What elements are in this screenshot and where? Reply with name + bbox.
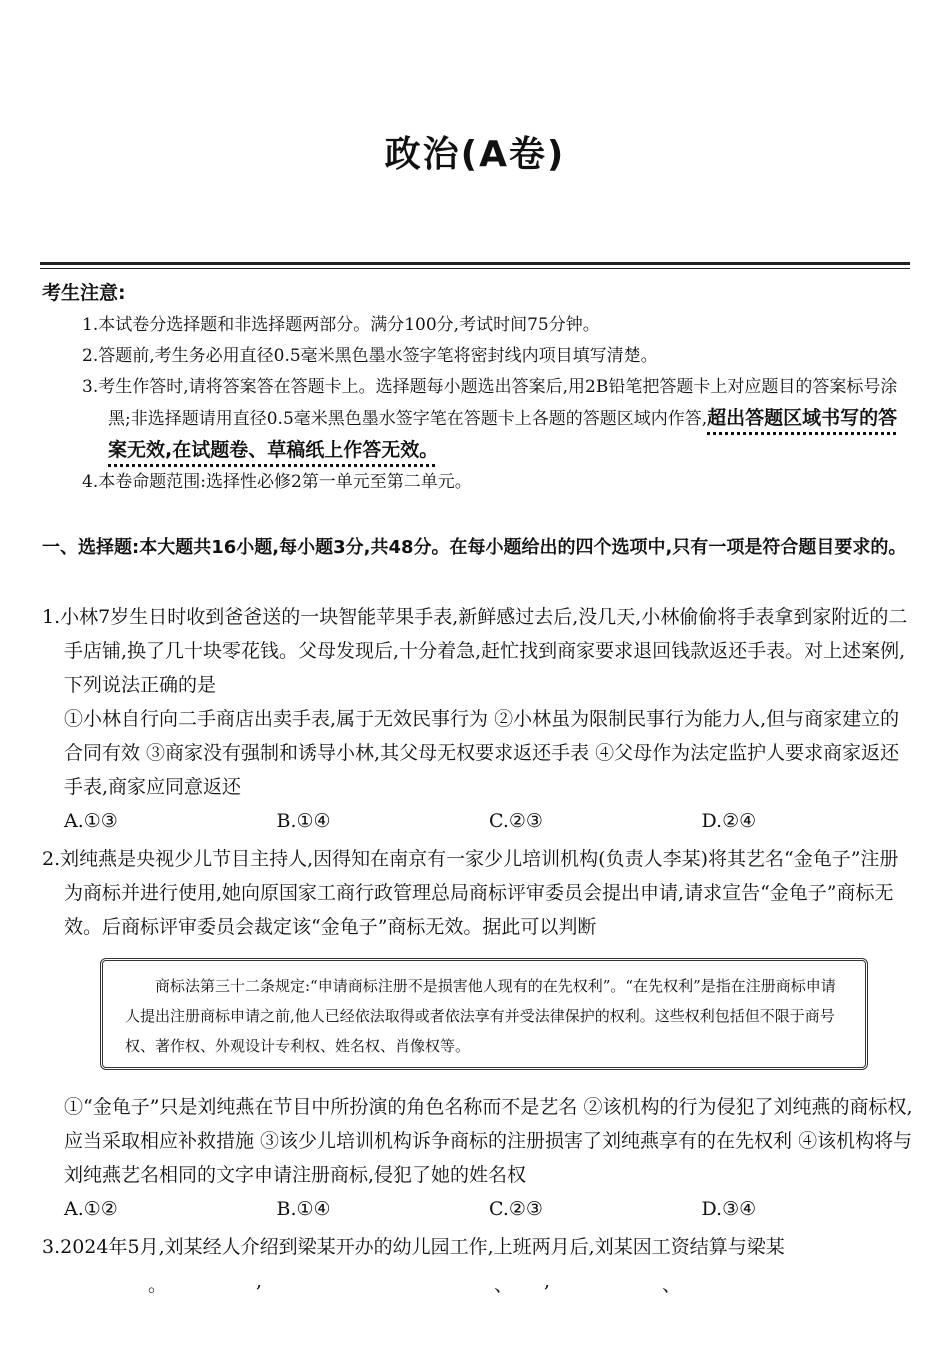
notice-item: 2.答题前,考生务必用直径0.5毫米黑色墨水签字笔将密封线内项目填写清楚。: [82, 346, 658, 366]
option-b[interactable]: B.①④: [276, 1198, 331, 1220]
bottom-fragment: 、: [662, 1274, 682, 1296]
notice-list: [82, 310, 912, 498]
option-c[interactable]: C.②③: [489, 810, 543, 832]
question-3: [42, 1230, 914, 1264]
question-statements: ①“金龟子”只是刘纯燕在节目中所扮演的角色名称而不是艺名 ②该机构的行为侵犯了刘纯燕的商标权,应当采取相应补救措施 ③该少儿培训机构诉争商标的注册损害了刘纯燕享有的在先权利 ④该机构将与刘纯燕艺名相同的文字申请注册商标,侵犯了她的姓名权: [64, 1096, 913, 1186]
option-d[interactable]: D.②④: [701, 810, 757, 832]
option-d[interactable]: D.③④: [701, 1198, 757, 1220]
option-b[interactable]: B.①④: [276, 810, 331, 832]
quote-text: 商标法第三十二条规定:“申请商标注册不是损害他人现有的在先权利”。“在先权利”是指在注册商标申请人提出注册商标申请之前,他人已经依法取得或者依法享有并受法律保护的权利。这些权利包括但不限于商号权、著作权、外观设计专利权、姓名权、肖像权等。: [125, 977, 836, 1055]
question-2: [42, 842, 914, 944]
notice-heading: 考生注意:: [42, 282, 126, 304]
notice-item-text: 3.考生作答时,请将答案答在答题卡上。选择题每小题选出答案后,用2B铅笔把答题卡上对应题目的答案标号涂黑;非选择题请用直径0.5毫米黑色墨水签字笔在答题卡上各题的答题区域内作答,: [82, 377, 898, 429]
question-stem: 2.刘纯燕是央视少儿节目主持人,因得知在南京有一家少儿培训机构(负责人李某)将其艺名“金龟子”注册为商标并进行使用,她向原国家工商行政管理总局商标评审委员会提出申请,请求宣告“金龟子”商标无效。后商标评审委员会裁定该“金龟子”商标无效。据此可以判断: [42, 848, 899, 938]
option-c[interactable]: C.②③: [489, 1198, 543, 1220]
option-a[interactable]: A.①③: [64, 810, 118, 832]
question-stem: 3.2024年5月,刘某经人介绍到梁某开办的幼儿园工作,上班两月后,刘某因工资结算与梁某: [42, 1236, 785, 1258]
question-2-body: [42, 1090, 914, 1226]
notice-emphasis: 超出答题区域书写的答案无效,在试题卷、草稿纸上作答无效。: [108, 407, 898, 461]
divider-thick: [40, 262, 910, 265]
notice-item: 4.本卷命题范围:选择性必修2第一单元至第二单元。: [82, 472, 472, 492]
notice-item: 1.本试卷分选择题和非选择题两部分。满分100分,考试时间75分钟。: [82, 315, 600, 335]
question-options: [42, 1192, 914, 1226]
bottom-fragment: 、: [494, 1274, 514, 1296]
option-a[interactable]: A.①②: [64, 1198, 118, 1220]
question-options: [42, 804, 914, 838]
divider-thin: [40, 268, 910, 269]
quote-box: [100, 958, 868, 1070]
question-statements: ①小林自行向二手商店出卖手表,属于无效民事行为 ②小林虽为限制民事行为能力人,但与商家建立的合同有效 ③商家没有强制和诱导小林,其父母无权要求返还手表 ④父母作为法定监护人要求商家返还手表,商家应同意返还: [64, 708, 900, 798]
bottom-fragment: 。: [148, 1274, 168, 1296]
bottom-fragment: ,: [544, 1270, 551, 1292]
page-title: 政治(A卷): [384, 134, 566, 175]
question-stem: 1.小林7岁生日时收到爸爸送的一块智能苹果手表,新鲜感过去后,没几天,小林偷偷将手表拿到家附近的二手店铺,换了几十块零花钱。父母发现后,十分着急,赶忙找到商家要求退回钱款返还手表。对上述案例,下列说法正确的是: [42, 606, 908, 696]
bottom-fragment: ,: [256, 1270, 263, 1292]
notice-item: [82, 372, 912, 467]
section-heading: 一、选择题:本大题共16小题,每小题3分,共48分。在每小题给出的四个选项中,只有一项是符合题目要求的。: [42, 537, 907, 558]
question-1: [42, 600, 914, 838]
